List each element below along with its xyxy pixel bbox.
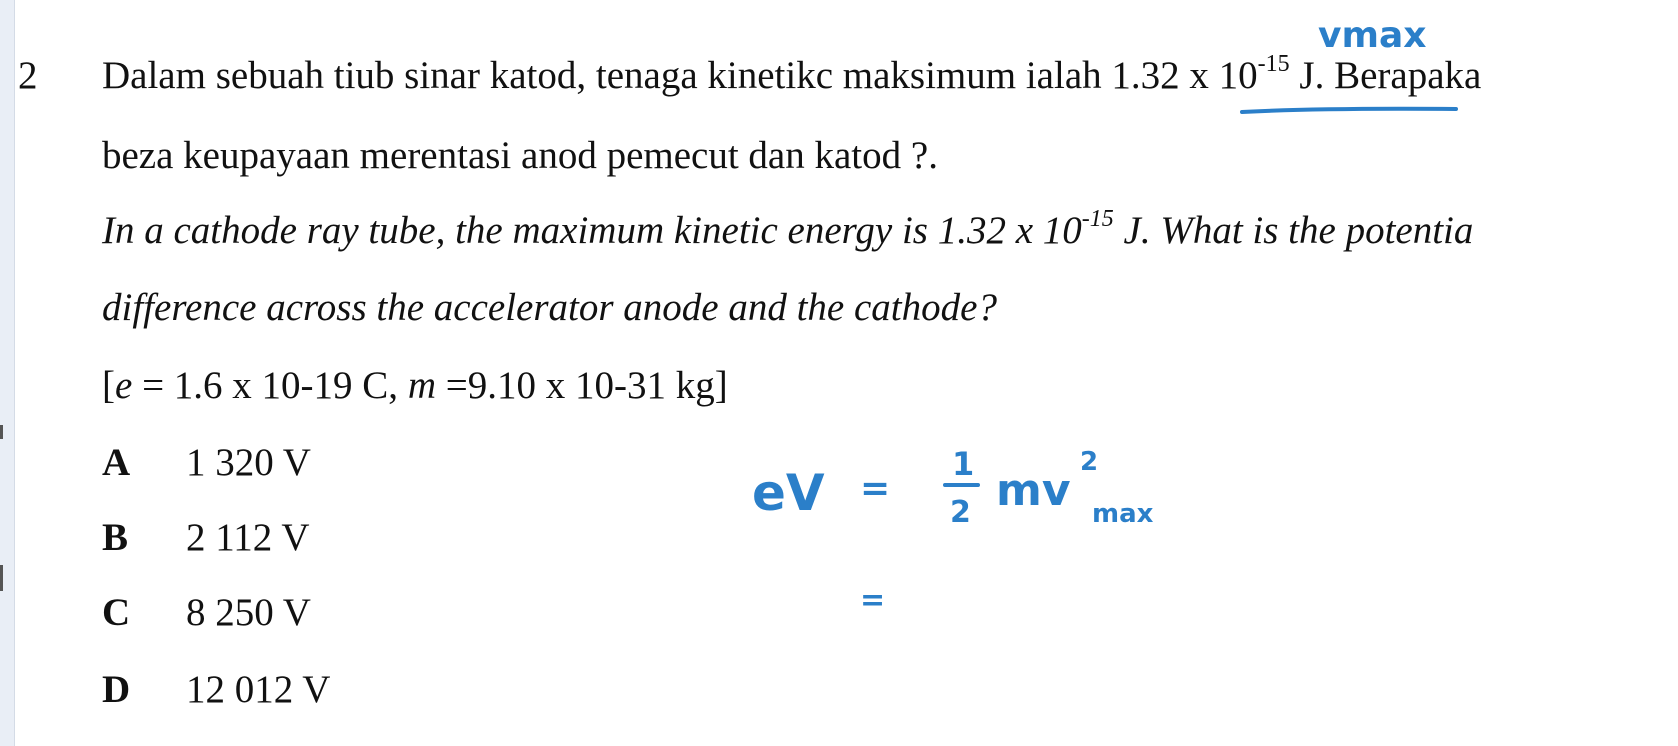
english-energy-exponent: -15 [1081,206,1114,232]
electron-charge-value: = 1.6 x 10-19 C, [132,364,408,407]
option-letter: D [102,668,131,711]
document-page [14,0,1678,746]
handwritten-fraction-denominator: 2 [950,495,971,530]
gutter-tick-lower [0,565,3,591]
english-text-prefix: In a cathode ray tube, the maximum kinetic energy is 1.32 x 10 [102,209,1082,252]
gutter-tick-upper [0,425,3,439]
option-value: 2 112 V [186,516,310,559]
given-constants [102,363,728,408]
handwritten-equals-1: = [860,468,891,509]
malay-text-suffix: J. Berapaka [1289,54,1482,97]
question-english-line-1 [102,208,1473,253]
handwritten-vmax: vmax [1318,15,1427,56]
option-b[interactable] [102,515,310,560]
english-text-suffix: J. What is the potentia [1113,209,1474,252]
option-c[interactable] [102,590,311,635]
handwritten-ev: eV [752,464,825,522]
malay-text-prefix: Dalam sebuah tiub sinar katod, tenaga kinetikc maksimum ialah [102,54,1112,97]
question-english-line-2: difference across the accelerator anode and the cathode? [102,286,997,329]
constants-open-bracket: [ [102,364,115,407]
electron-charge-symbol: e [115,364,133,407]
option-value: 12 012 V [186,668,331,711]
option-a[interactable] [102,440,311,485]
handwritten-fraction-numerator: 1 [952,445,975,483]
handwritten-squared: 2 [1080,447,1099,477]
question-number: 2 [18,54,38,97]
option-value: 1 320 V [186,441,311,484]
malay-energy-mantissa: 1.32 x 10 [1111,54,1258,97]
handwritten-max-subscript: max [1092,499,1154,529]
handwritten-equals-2: = [860,583,886,618]
electron-mass-value: =9.10 x 10-31 kg] [435,364,728,407]
question-malay-line-1 [102,53,1481,98]
option-letter: A [102,441,131,484]
malay-energy-value [1111,51,1290,97]
left-gutter [0,0,15,746]
option-d[interactable] [102,667,330,712]
option-letter: C [102,591,131,634]
handwritten-mv: mv [996,465,1071,516]
electron-mass-symbol: m [407,364,436,407]
option-letter: B [102,516,129,559]
malay-energy-exponent: -15 [1257,51,1290,77]
question-malay-line-2: beza keupayaan merentasi anod pemecut dan katod ?. [102,134,938,177]
option-value: 8 250 V [186,591,311,634]
